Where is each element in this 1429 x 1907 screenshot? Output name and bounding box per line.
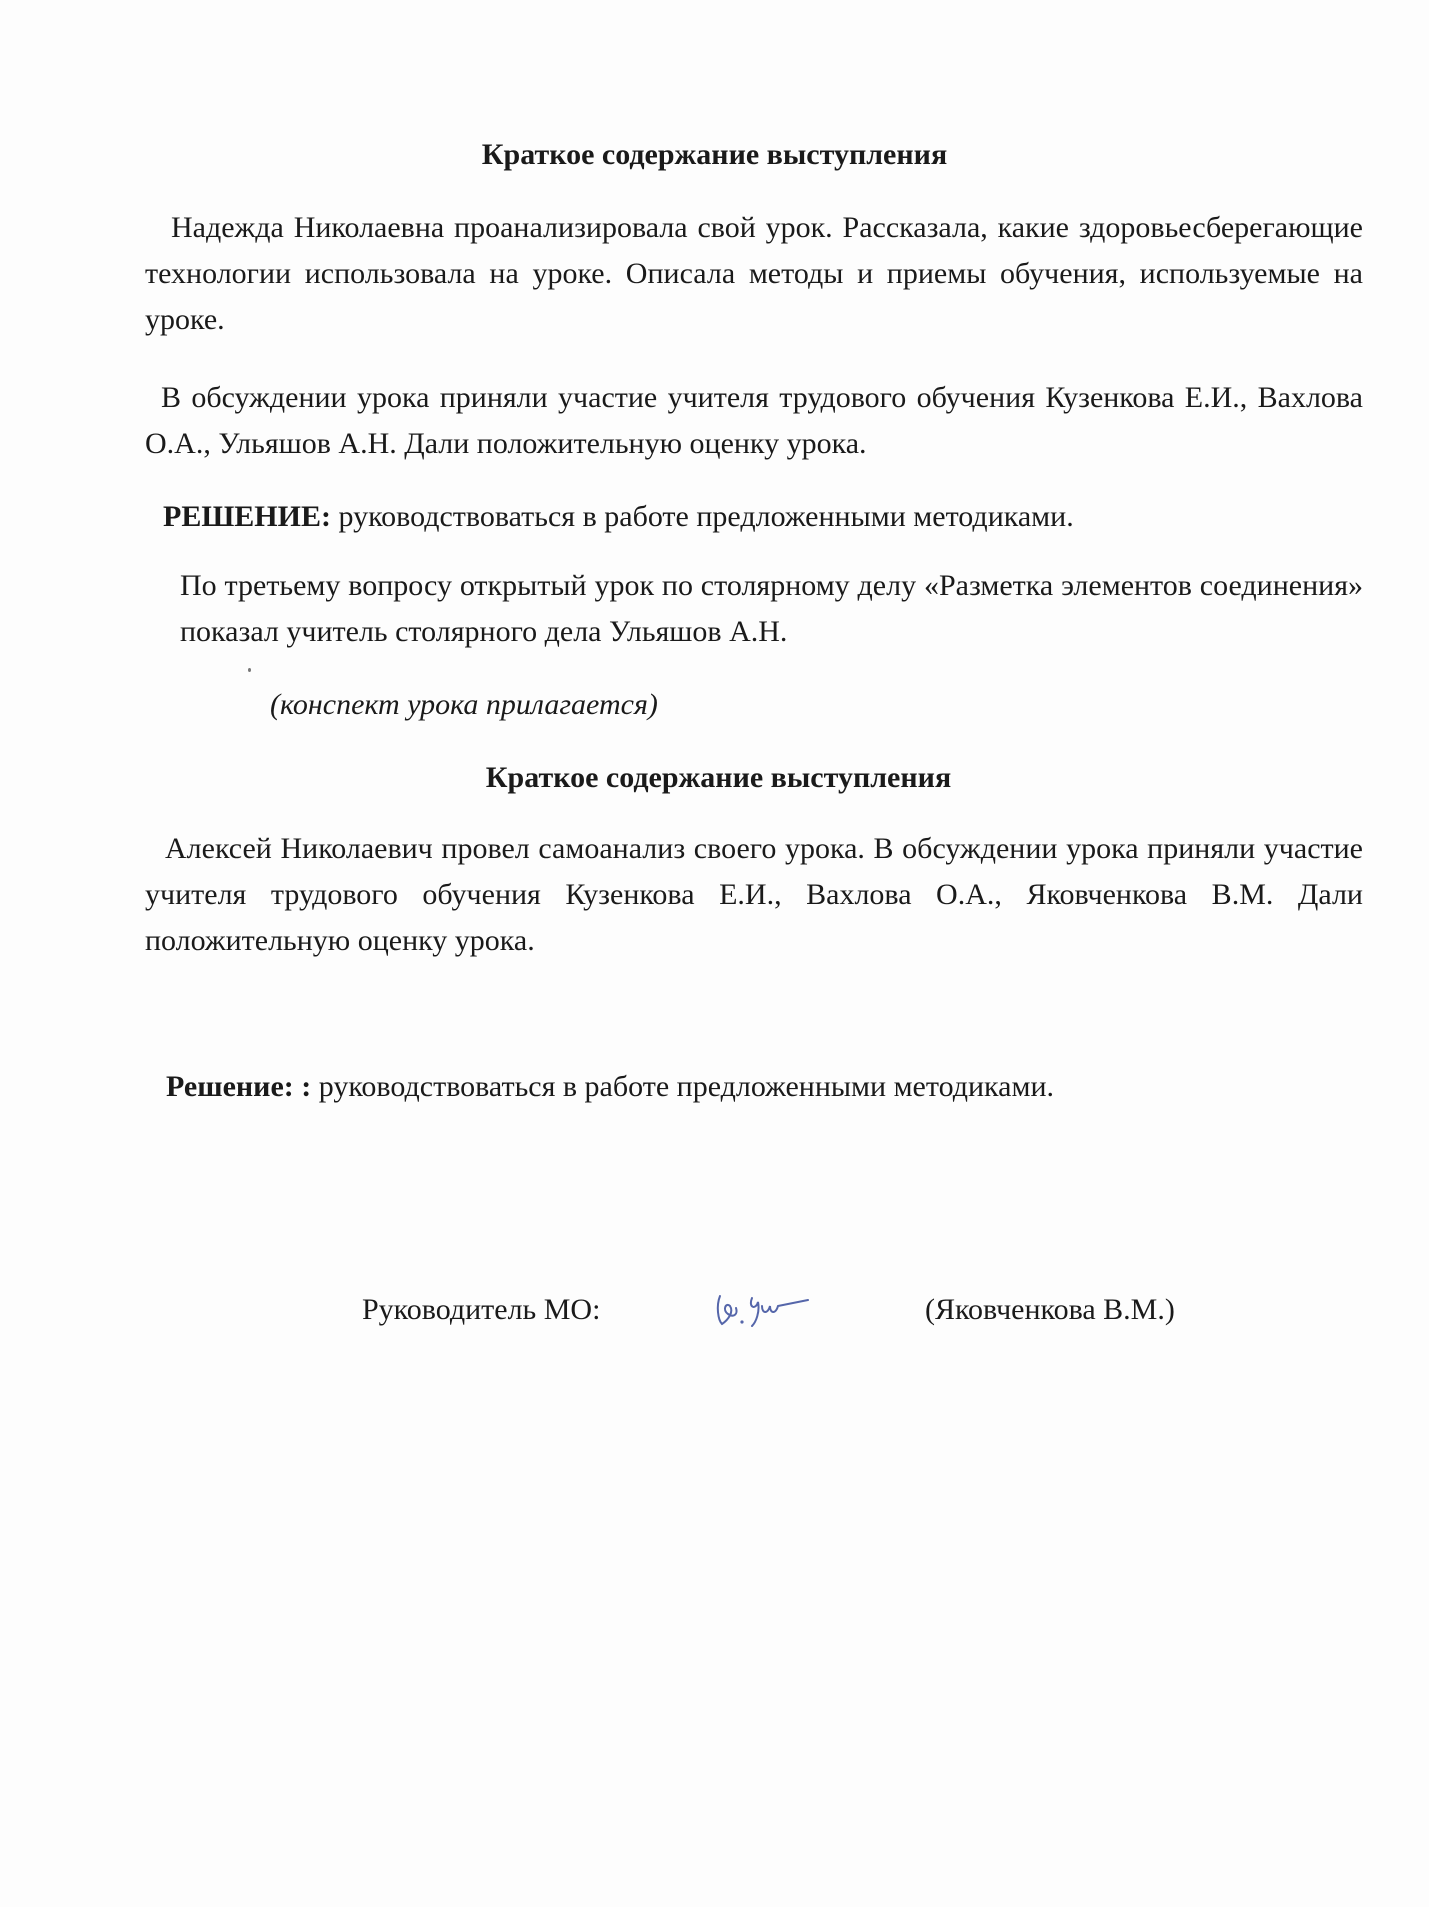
section-heading-1: Краткое содержание выступления bbox=[481, 138, 948, 171]
decision-2-text: руководствоваться в работе предложенными методиками. bbox=[311, 1070, 1055, 1103]
decision-1 bbox=[163, 494, 1363, 540]
section-heading-2: Краткое содержание выступления bbox=[485, 761, 952, 794]
summary-paragraph-1: Надежда Николаевна проанализировала свой урок. Рассказала, какие здоровьесберегающие технологии использовала на уроке. Описала методы и приемы обучения, используемые на уроке. bbox=[145, 211, 1363, 336]
summary-paragraph-2: Алексей Николаевич провел самоанализ своего урока. В обсуждении урока приняли участие учителя трудового обучения Кузенкова Е.И., Вахлова О.А., Яковченкова В.М. Дали положительную оценку урока. bbox=[145, 832, 1363, 957]
signature-row bbox=[0, 1290, 1429, 1340]
decision-1-label: РЕШЕНИЕ: bbox=[163, 500, 331, 533]
signature-label: Руководитель МО: bbox=[362, 1293, 601, 1326]
discussion-paragraph-1: В обсуждении урока приняли участие учителя трудового обучения Кузенкова Е.И., Вахлова О.А., Ульяшов А.Н. Дали положительную оценку урока. bbox=[145, 381, 1363, 460]
third-question-paragraph: По третьему вопросу открытый урок по столярному делу «Разметка элементов соединения» показал учитель столярного дела Ульяшов А.Н. bbox=[180, 569, 1363, 648]
attachment-note: (конспект урока прилагается) bbox=[270, 688, 658, 721]
decision-2 bbox=[166, 1064, 1366, 1110]
decision-1-text: руководствоваться в работе предложенными методиками. bbox=[330, 500, 1074, 533]
signature-name: (Яковченкова В.М.) bbox=[925, 1293, 1175, 1326]
handwritten-signature bbox=[712, 1284, 822, 1334]
scan-speck bbox=[248, 668, 251, 672]
decision-2-label: Решение: : bbox=[166, 1070, 312, 1103]
